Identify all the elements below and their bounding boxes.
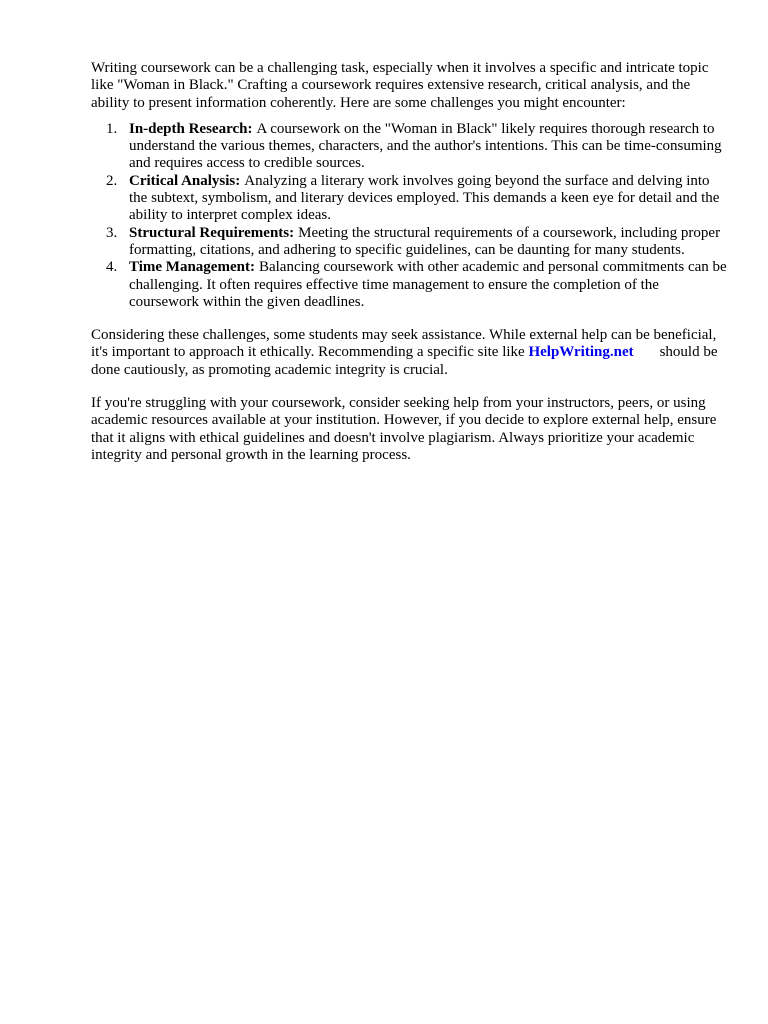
list-item — [91, 121, 731, 173]
list-item-term: In-depth Research: — [129, 120, 253, 137]
list-item-term: Time Management: — [129, 259, 255, 276]
list-item-number: 1. — [106, 120, 118, 137]
list-item-text: Balancing coursework with other academic and personal commitments can be challenging. It often requires effective time management to ensure the completion of the coursework within the given deadlines. — [129, 259, 727, 310]
list-item-number: 2. — [106, 172, 118, 189]
list-item — [91, 173, 731, 225]
list-item-term: Critical Analysis: — [129, 172, 241, 189]
intro-paragraph: Writing coursework can be a challenging task, especially when it involves a specific and intricate topic like "Woman in Black." Crafting a coursework requires extensive research, critical analysis, and the ability to present information coherently. Here are some challenges you might encounter: — [91, 60, 709, 111]
challenges-list — [91, 121, 731, 311]
list-item-text: A coursework on the "Woman in Black" likely requires thorough research to understand the various themes, characters, and the author's intentions. This can be time-consuming and requires access to credible sources. — [129, 120, 722, 172]
list-item — [91, 259, 731, 311]
assistance-text-after: should be done cautiously, as promoting academic integrity is crucial. — [91, 344, 718, 378]
list-item-number: 3. — [106, 224, 118, 241]
assistance-text-before: Considering these challenges, some students may seek assistance. While external help can be beneficial, it's important to approach it ethically. Recommending a specific site like — [91, 327, 717, 361]
advice-paragraph: If you're struggling with your coursework, consider seeking help from your instructors, peers, or using academic resources available at your institution. However, if you decide to explore external help, ensure that it aligns with ethical guidelines and doesn't involve plagiarism. Always prioritize your academic integrity and personal growth in the learning process. — [91, 395, 717, 463]
document-body — [91, 60, 731, 464]
assistance-paragraph — [91, 327, 731, 379]
list-item — [91, 225, 731, 260]
list-item-text: Meeting the structural requirements of a coursework, including proper formatting, citations, and adhering to specific guidelines, can be daunting for many students. — [129, 224, 721, 258]
helpwriting-link[interactable]: HelpWriting.net — [528, 344, 634, 361]
list-item-number: 4. — [106, 259, 118, 276]
list-item-term: Structural Requirements: — [129, 224, 295, 241]
list-item-text: Analyzing a literary work involves going beyond the surface and delving into the subtext, symbolism, and literary devices employed. This demands a keen eye for detail and the ability to interpret complex ideas. — [129, 172, 720, 224]
